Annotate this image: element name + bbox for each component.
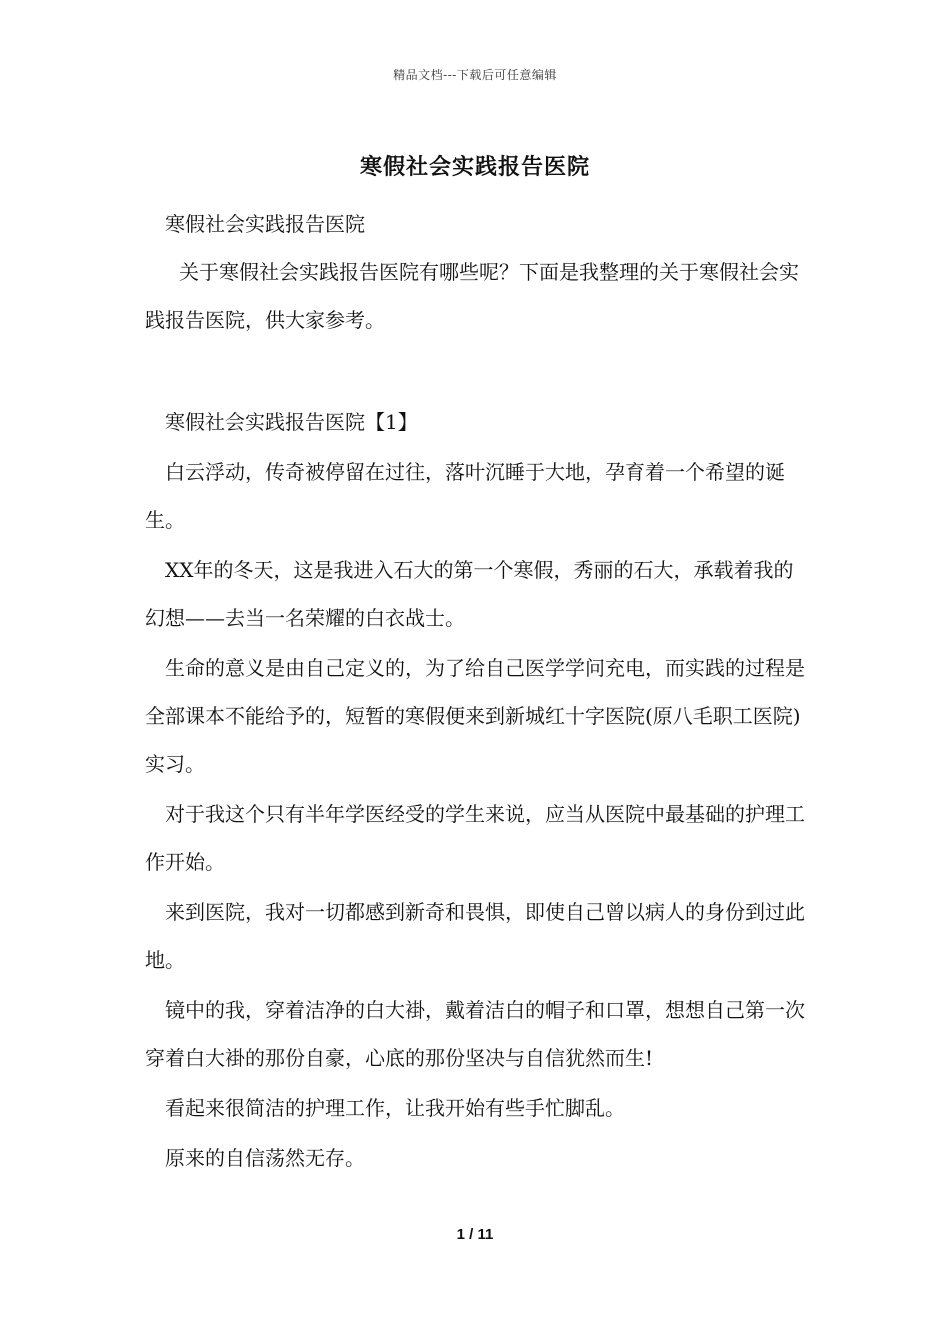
document-body: [145, 200, 807, 1184]
body-paragraph: 生命的意义是由自己定义的，为了给自己医学学问充电，而实践的过程是全部课本不能给予的，短暂的寒假便来到新城红十字医院(原八毛职工医院)实习。: [145, 656, 805, 776]
body-paragraph: 原来的自信荡然无存。: [165, 1146, 365, 1170]
blank-line: [145, 346, 807, 398]
document-subtitle: 寒假社会实践报告医院: [165, 212, 365, 236]
intro-paragraph: 关于寒假社会实践报告医院有哪些呢？下面是我整理的关于寒假社会实践报告医院，供大家参考。: [145, 260, 799, 332]
document-title: 寒假社会实践报告医院: [359, 154, 590, 180]
page-number: 1 / 11: [456, 1226, 494, 1243]
body-paragraph: 镜中的我，穿着洁净的白大褂，戴着洁白的帽子和口罩，想想自己第一次穿着白大褂的那份自豪，心底的那份坚决与自信犹然而生!: [145, 998, 805, 1070]
body-paragraph: XX年的冬天，这是我进入石大的第一个寒假，秀丽的石大，承载着我的幻想——去当一名荣耀的白衣战士。: [145, 558, 794, 630]
page-header: 精品文档---下载后可任意编辑: [393, 68, 557, 82]
section-heading: 寒假社会实践报告医院【1】: [165, 410, 418, 434]
body-paragraph: 白云浮动，传奇被停留在过往，落叶沉睡于大地，孕育着一个希望的诞生。: [145, 460, 785, 532]
body-paragraph: 来到医院，我对一切都感到新奇和畏惧，即使自己曾以病人的身份到过此地。: [145, 900, 805, 972]
body-paragraph: 对于我这个只有半年学医经受的学生来说，应当从医院中最基础的护理工作开始。: [145, 802, 805, 874]
body-paragraph: 看起来很简洁的护理工作，让我开始有些手忙脚乱。: [165, 1096, 625, 1120]
